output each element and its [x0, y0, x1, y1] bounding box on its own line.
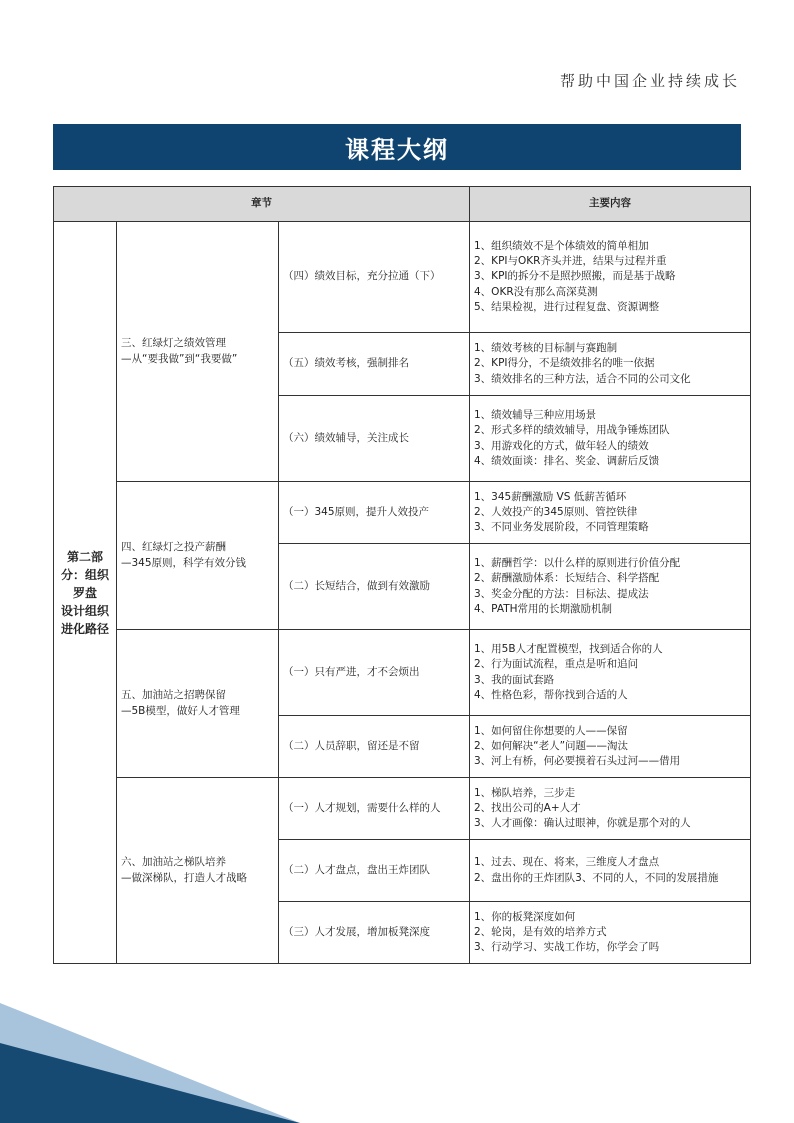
- content-item: 3、河上有桥，何必要摸着石头过河——借用: [474, 755, 681, 768]
- lesson-content: [470, 544, 751, 630]
- content-item: 3、我的面试套路: [474, 673, 555, 686]
- lesson-title: （二）人员辞职，留还是不留: [279, 716, 470, 778]
- tagline: 帮助中国企业持续成长: [559, 72, 740, 90]
- lesson-title: （一）人才规划，需要什么样的人: [279, 778, 470, 840]
- content-item: 1、组织绩效不是个体绩效的简单相加: [474, 239, 649, 252]
- table-row: [54, 482, 751, 544]
- lesson-title: （四）绩效目标，充分拉通（下）: [279, 222, 470, 333]
- header-chapter: 章节: [54, 187, 470, 222]
- lesson-title: （一）只有严进，才不会烦出: [279, 630, 470, 716]
- part-title: 第二部分：组织罗盘 设计组织进化路径: [54, 222, 117, 964]
- course-outline-table: [53, 186, 751, 964]
- content-item: 1、用5B人才配置模型，找到适合你的人: [474, 643, 663, 656]
- content-item: 1、绩效辅导三种应用场景: [474, 409, 597, 422]
- lesson-content: [470, 840, 751, 902]
- content-item: 2、KPI得分，不是绩效排名的唯一依据: [474, 357, 655, 370]
- content-item: 3、用游戏化的方式，做年轻人的绩效: [474, 439, 649, 452]
- table-row: [54, 778, 751, 840]
- module-title: 六、加油站之梯队培养 —做深梯队，打造人才战略: [117, 778, 279, 964]
- content-item: 3、KPI的拆分不是照抄照搬，而是基于战略: [474, 270, 676, 283]
- lesson-title: （二）人才盘点，盘出王炸团队: [279, 840, 470, 902]
- lesson-content: [470, 630, 751, 716]
- header-content: 主要内容: [470, 187, 751, 222]
- page-title-banner: 课程大纲: [53, 124, 741, 170]
- content-item: 2、形式多样的绩效辅导，用战争锤炼团队: [474, 424, 670, 437]
- content-item: 2、找出公司的A+人才: [474, 801, 581, 814]
- content-item: 1、如何留住你想要的人——保留: [474, 724, 628, 737]
- content-item: 4、绩效面谈：排名、奖金、调薪后反馈: [474, 454, 660, 467]
- lesson-title: （三）人才发展，增加板凳深度: [279, 902, 470, 964]
- content-item: 3、绩效排名的三种方法，适合不同的公司文化: [474, 372, 691, 385]
- lesson-title: （一）345原则，提升人效投产: [279, 482, 470, 544]
- table-row: [54, 222, 751, 333]
- content-item: 4、PATH常用的长期激励机制: [474, 602, 613, 615]
- content-item: 2、人效投产的345原则、管控铁律: [474, 505, 638, 518]
- lesson-content: [470, 482, 751, 544]
- lesson-content: [470, 902, 751, 964]
- content-item: 1、你的板凳深度如何: [474, 910, 576, 923]
- table-header-row: [54, 187, 751, 222]
- lesson-content: [470, 716, 751, 778]
- lesson-title: （六）绩效辅导，关注成长: [279, 396, 470, 482]
- module-title: 三、红绿灯之绩效管理 —从“要我做”到“我要做”: [117, 222, 279, 482]
- content-item: 4、性格色彩，帮你找到合适的人: [474, 688, 628, 701]
- lesson-title: （五）绩效考核，强制排名: [279, 333, 470, 396]
- content-item: 1、绩效考核的目标制与赛跑制: [474, 342, 618, 355]
- lesson-title: （二）长短结合，做到有效激励: [279, 544, 470, 630]
- content-item: 2、盘出你的王炸团队3、不同的人，不同的发展措施: [474, 871, 719, 884]
- content-item: 2、轮岗，是有效的培养方式: [474, 925, 607, 938]
- content-item: 3、不同业务发展阶段，不同管理策略: [474, 521, 649, 534]
- content-item: 2、行为面试流程，重点是听和追问: [474, 658, 639, 671]
- content-item: 2、如何解决“老人”问题——淘汰: [474, 739, 629, 752]
- content-item: 1、薪酬哲学：以什么样的原则进行价值分配: [474, 557, 681, 570]
- content-item: 1、过去、现在、将来，三维度人才盘点: [474, 856, 660, 869]
- decorative-corner-shape: [0, 1003, 320, 1123]
- content-item: 2、KPI与OKR齐头并进，结果与过程并重: [474, 255, 667, 268]
- module-title: 五、加油站之招聘保留 —5B模型，做好人才管理: [117, 630, 279, 778]
- content-item: 2、薪酬激励体系：长短结合、科学搭配: [474, 572, 660, 585]
- lesson-content: [470, 396, 751, 482]
- content-item: 3、奖金分配的方法：目标法、提成法: [474, 587, 649, 600]
- content-item: 3、行动学习、实战工作坊，你学会了吗: [474, 941, 660, 954]
- content-item: 5、结果检视，进行过程复盘、资源调整: [474, 300, 660, 313]
- module-title: 四、红绿灯之投产薪酬 —345原则，科学有效分钱: [117, 482, 279, 630]
- lesson-content: [470, 778, 751, 840]
- lesson-content: [470, 333, 751, 396]
- lesson-content: [470, 222, 751, 333]
- corner-shape-dark: [0, 1043, 300, 1123]
- table-body: [54, 222, 751, 964]
- content-item: 4、OKR没有那么高深莫测: [474, 285, 598, 298]
- content-item: 1、345薪酬激励 VS 低薪苦循环: [474, 490, 627, 503]
- table-row: [54, 630, 751, 716]
- content-item: 1、梯队培养，三步走: [474, 786, 576, 799]
- content-item: 3、人才画像：确认过眼神，你就是那个对的人: [474, 817, 691, 830]
